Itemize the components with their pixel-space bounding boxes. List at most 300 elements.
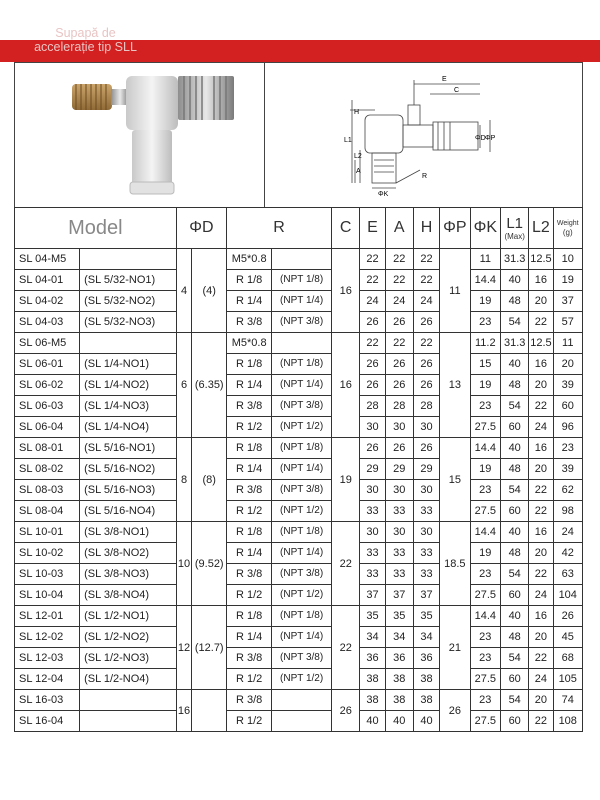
cell-a: 22: [385, 333, 413, 354]
cell-l1: 40: [501, 270, 529, 291]
cell-model: SL 06-03: [15, 396, 80, 417]
cell-d-alt: (8): [192, 438, 227, 522]
cell-p: 13: [440, 333, 470, 438]
cell-npt: (NPT 1/4): [272, 291, 332, 312]
header-k: ΦK: [470, 208, 500, 249]
cell-npt: (NPT 1/8): [272, 270, 332, 291]
cell-l1: 60: [501, 711, 529, 732]
cell-npt: (NPT 1/2): [272, 669, 332, 690]
cell-l2: 16: [529, 354, 553, 375]
cell-npt: (NPT 1/8): [272, 606, 332, 627]
cell-e: 22: [360, 333, 385, 354]
cell-k: 27.5: [470, 585, 500, 606]
cell-model: SL 12-04: [15, 669, 80, 690]
dim-label-a: A: [356, 168, 361, 175]
cell-a: 40: [385, 711, 413, 732]
cell-e: 33: [360, 501, 385, 522]
cell-k: 23: [470, 648, 500, 669]
cell-h: 29: [413, 459, 439, 480]
cell-r: R 3/8: [227, 396, 272, 417]
dim-label-l2: L2: [354, 153, 362, 160]
cell-l1: 48: [501, 627, 529, 648]
header-weight-label: Weight: [556, 219, 579, 227]
cell-e: 26: [360, 354, 385, 375]
table-row: [15, 564, 583, 585]
cell-h: 33: [413, 543, 439, 564]
cell-k: 27.5: [470, 501, 500, 522]
cell-npt: (NPT 1/4): [272, 543, 332, 564]
cell-model: SL 06-01: [15, 354, 80, 375]
cell-a: 29: [385, 459, 413, 480]
cell-model: SL 08-02: [15, 459, 80, 480]
cell-model-alt: (SL 5/32-NO2): [80, 291, 177, 312]
cell-r: R 1/2: [227, 711, 272, 732]
cell-r: R 1/2: [227, 669, 272, 690]
cell-model: SL 12-01: [15, 606, 80, 627]
cell-e: 26: [360, 375, 385, 396]
table-row: [15, 312, 583, 333]
cell-h: 26: [413, 375, 439, 396]
cell-l2: 22: [529, 564, 553, 585]
cell-k: 23: [470, 480, 500, 501]
cell-model: SL 04-M5: [15, 249, 80, 270]
cell-l1: 60: [501, 669, 529, 690]
cell-d-alt: (6.35): [192, 333, 227, 438]
cell-e: 36: [360, 648, 385, 669]
cell-k: 23: [470, 690, 500, 711]
header-l1: [501, 208, 529, 249]
cell-npt: (NPT 1/2): [272, 417, 332, 438]
cell-k: 15: [470, 354, 500, 375]
cell-e: 33: [360, 543, 385, 564]
cell-e: 30: [360, 417, 385, 438]
image-divider: [264, 62, 265, 208]
table-header-row: [15, 208, 583, 249]
cell-l2: 24: [529, 669, 553, 690]
cell-r: R 3/8: [227, 480, 272, 501]
cell-r: M5*0.8: [227, 249, 272, 270]
table-row: [15, 711, 583, 732]
dim-label-r: R: [422, 173, 428, 180]
cell-l1: 54: [501, 690, 529, 711]
cell-e: 22: [360, 249, 385, 270]
cell-c: 19: [332, 438, 360, 522]
cell-model-alt: (SL 1/2-NO4): [80, 669, 177, 690]
cell-k: 27.5: [470, 417, 500, 438]
table-row: [15, 690, 583, 711]
cell-a: 37: [385, 585, 413, 606]
cell-l1: 60: [501, 417, 529, 438]
cell-weight: 96: [553, 417, 583, 438]
cell-r: R 3/8: [227, 648, 272, 669]
cell-l1: 54: [501, 480, 529, 501]
cell-weight: 24: [553, 522, 583, 543]
cell-npt: (NPT 1/8): [272, 354, 332, 375]
cell-model: SL 04-01: [15, 270, 80, 291]
cell-r: R 1/4: [227, 543, 272, 564]
cell-e: 29: [360, 459, 385, 480]
cell-weight: 60: [553, 396, 583, 417]
cell-e: 24: [360, 291, 385, 312]
cell-npt: [272, 690, 332, 711]
cell-l1: 54: [501, 564, 529, 585]
spec-table: [14, 207, 583, 732]
cell-r: R 1/2: [227, 417, 272, 438]
cell-model-alt: (SL 3/8-NO4): [80, 585, 177, 606]
cell-npt: (NPT 3/8): [272, 564, 332, 585]
cell-k: 11: [470, 249, 500, 270]
cell-weight: 42: [553, 543, 583, 564]
cell-weight: 39: [553, 375, 583, 396]
cell-r: R 3/8: [227, 564, 272, 585]
cell-e: 34: [360, 627, 385, 648]
table-row: [15, 585, 583, 606]
cell-k: 14.4: [470, 438, 500, 459]
cell-r: R 1/8: [227, 354, 272, 375]
cell-a: 36: [385, 648, 413, 669]
cell-model-alt: (SL 3/8-NO1): [80, 522, 177, 543]
cell-k: 19: [470, 459, 500, 480]
header-c: C: [332, 208, 360, 249]
cell-e: 33: [360, 564, 385, 585]
cell-weight: 39: [553, 459, 583, 480]
cell-l2: 22: [529, 711, 553, 732]
cell-h: 26: [413, 354, 439, 375]
cell-l2: 22: [529, 312, 553, 333]
cell-model-alt: (SL 5/16-NO3): [80, 480, 177, 501]
dim-label-phik: ΦK: [378, 191, 389, 198]
table-row: [15, 375, 583, 396]
cell-h: 24: [413, 291, 439, 312]
cell-l2: 12.5: [529, 333, 553, 354]
cell-model-alt: (SL 1/2-NO2): [80, 627, 177, 648]
cell-model-alt: (SL 3/8-NO3): [80, 564, 177, 585]
cell-l1: 54: [501, 648, 529, 669]
cell-model: SL 16-04: [15, 711, 80, 732]
cell-l1: 40: [501, 438, 529, 459]
cell-model: SL 08-01: [15, 438, 80, 459]
cell-weight: 45: [553, 627, 583, 648]
cell-model: SL 06-04: [15, 417, 80, 438]
cell-model-alt: (SL 1/4-NO4): [80, 417, 177, 438]
header-l2: L2: [529, 208, 553, 249]
cell-d: 8: [176, 438, 192, 522]
cell-l1: 40: [501, 522, 529, 543]
cell-c: 16: [332, 249, 360, 333]
cell-a: 33: [385, 564, 413, 585]
cell-weight: 37: [553, 291, 583, 312]
cell-weight: 68: [553, 648, 583, 669]
table-row: [15, 249, 583, 270]
cell-l2: 20: [529, 627, 553, 648]
cell-e: 30: [360, 480, 385, 501]
cell-l1: 60: [501, 585, 529, 606]
spec-table-body: [15, 249, 583, 732]
dimension-drawing: [330, 70, 500, 200]
cell-r: R 3/8: [227, 690, 272, 711]
cell-npt: (NPT 3/8): [272, 648, 332, 669]
cell-model-alt: (SL 1/2-NO1): [80, 606, 177, 627]
cell-d-alt: [192, 690, 227, 732]
cell-model-alt: (SL 5/16-NO1): [80, 438, 177, 459]
header-h: H: [413, 208, 439, 249]
header-weight: [553, 208, 583, 249]
dim-label-h: H: [354, 109, 360, 116]
cell-weight: 74: [553, 690, 583, 711]
cell-h: 22: [413, 270, 439, 291]
table-row: [15, 291, 583, 312]
cell-l1: 40: [501, 354, 529, 375]
cell-k: 11.2: [470, 333, 500, 354]
cell-a: 38: [385, 669, 413, 690]
cell-l2: 16: [529, 606, 553, 627]
table-row: [15, 354, 583, 375]
cell-l1: 48: [501, 543, 529, 564]
cell-k: 23: [470, 312, 500, 333]
cell-npt: (NPT 1/4): [272, 627, 332, 648]
cell-model: SL 10-04: [15, 585, 80, 606]
cell-a: 30: [385, 522, 413, 543]
cell-model: SL 06-M5: [15, 333, 80, 354]
cell-r: R 1/8: [227, 438, 272, 459]
cell-k: 19: [470, 543, 500, 564]
table-row: [15, 396, 583, 417]
cell-h: 40: [413, 711, 439, 732]
cell-model-alt: (SL 1/4-NO2): [80, 375, 177, 396]
cell-d: 16: [176, 690, 192, 732]
cell-d-alt: (9.52): [192, 522, 227, 606]
cell-weight: 104: [553, 585, 583, 606]
cell-a: 26: [385, 375, 413, 396]
cell-c: 22: [332, 522, 360, 606]
cell-r: R 1/8: [227, 270, 272, 291]
cell-weight: 98: [553, 501, 583, 522]
cell-e: 28: [360, 396, 385, 417]
cell-l2: 22: [529, 501, 553, 522]
table-row: [15, 648, 583, 669]
header-a: A: [385, 208, 413, 249]
cell-r: R 1/2: [227, 585, 272, 606]
cell-model: SL 10-03: [15, 564, 80, 585]
cell-l2: 24: [529, 585, 553, 606]
cell-h: 26: [413, 312, 439, 333]
cell-weight: 26: [553, 606, 583, 627]
cell-l1: 54: [501, 312, 529, 333]
cell-model-alt: [80, 690, 177, 711]
cell-k: 19: [470, 291, 500, 312]
cell-npt: [272, 333, 332, 354]
cell-e: 38: [360, 690, 385, 711]
cell-r: R 1/8: [227, 522, 272, 543]
table-row: [15, 501, 583, 522]
cell-e: 22: [360, 270, 385, 291]
cell-weight: 62: [553, 480, 583, 501]
cell-p: 11: [440, 249, 470, 333]
cell-h: 37: [413, 585, 439, 606]
cell-h: 38: [413, 669, 439, 690]
cell-l1: 48: [501, 375, 529, 396]
cell-h: 38: [413, 690, 439, 711]
cell-e: 30: [360, 522, 385, 543]
cell-e: 35: [360, 606, 385, 627]
dim-label-e: E: [442, 76, 447, 83]
cell-h: 22: [413, 333, 439, 354]
cell-model: SL 10-01: [15, 522, 80, 543]
cell-model-alt: (SL 5/32-NO3): [80, 312, 177, 333]
cell-weight: 19: [553, 270, 583, 291]
cell-model-alt: [80, 333, 177, 354]
cell-p: 15: [440, 438, 470, 522]
cell-k: 23: [470, 564, 500, 585]
cell-l2: 20: [529, 690, 553, 711]
cell-h: 35: [413, 606, 439, 627]
cell-npt: (NPT 1/8): [272, 438, 332, 459]
header-r: R: [227, 208, 332, 249]
dim-label-phip: ΦP: [485, 135, 496, 142]
dim-label-phid: ΦD: [475, 135, 486, 142]
cell-a: 35: [385, 606, 413, 627]
cell-weight: 63: [553, 564, 583, 585]
cell-a: 38: [385, 690, 413, 711]
cell-npt: (NPT 1/4): [272, 459, 332, 480]
cell-l1: 40: [501, 606, 529, 627]
cell-p: 26: [440, 690, 470, 732]
cell-model-alt: (SL 5/16-NO2): [80, 459, 177, 480]
cell-p: 21: [440, 606, 470, 690]
cell-npt: (NPT 1/2): [272, 501, 332, 522]
cell-model-alt: [80, 711, 177, 732]
cell-k: 14.4: [470, 606, 500, 627]
watermark-logo-text: Supapă de accelerație tip SLL: [34, 26, 137, 54]
table-row: [15, 669, 583, 690]
cell-a: 28: [385, 396, 413, 417]
cell-k: 23: [470, 627, 500, 648]
cell-model-alt: (SL 3/8-NO2): [80, 543, 177, 564]
cell-npt: (NPT 1/4): [272, 375, 332, 396]
dim-label-c: C: [454, 87, 460, 94]
cell-weight: 105: [553, 669, 583, 690]
cell-e: 37: [360, 585, 385, 606]
cell-e: 40: [360, 711, 385, 732]
cell-weight: 23: [553, 438, 583, 459]
cell-d: 10: [176, 522, 192, 606]
cell-c: 22: [332, 606, 360, 690]
cell-model: SL 10-02: [15, 543, 80, 564]
header-model: Model: [15, 208, 177, 249]
cell-h: 34: [413, 627, 439, 648]
cell-l2: 20: [529, 459, 553, 480]
cell-l2: 16: [529, 270, 553, 291]
cell-r: R 1/2: [227, 501, 272, 522]
cell-a: 30: [385, 480, 413, 501]
cell-a: 33: [385, 501, 413, 522]
cell-a: 30: [385, 417, 413, 438]
cell-model-alt: (SL 5/32-NO1): [80, 270, 177, 291]
cell-r: R 1/4: [227, 291, 272, 312]
cell-r: R 3/8: [227, 312, 272, 333]
table-row: [15, 333, 583, 354]
cell-a: 34: [385, 627, 413, 648]
cell-k: 27.5: [470, 711, 500, 732]
table-row: [15, 438, 583, 459]
cell-a: 24: [385, 291, 413, 312]
cell-model-alt: (SL 1/4-NO3): [80, 396, 177, 417]
cell-r: M5*0.8: [227, 333, 272, 354]
cell-l1: 48: [501, 291, 529, 312]
cell-npt: (NPT 1/8): [272, 522, 332, 543]
cell-model: SL 12-02: [15, 627, 80, 648]
cell-h: 30: [413, 480, 439, 501]
cell-l2: 20: [529, 543, 553, 564]
cell-e: 38: [360, 669, 385, 690]
cell-l2: 22: [529, 480, 553, 501]
cell-l1: 60: [501, 501, 529, 522]
cell-npt: (NPT 3/8): [272, 312, 332, 333]
cell-l1: 48: [501, 459, 529, 480]
cell-a: 22: [385, 270, 413, 291]
header-p: ΦP: [440, 208, 470, 249]
cell-l2: 12.5: [529, 249, 553, 270]
cell-weight: 108: [553, 711, 583, 732]
cell-d: 4: [176, 249, 192, 333]
cell-model-alt: (SL 1/2-NO3): [80, 648, 177, 669]
header-d: ΦD: [176, 208, 226, 249]
cell-npt: [272, 249, 332, 270]
dim-label-l1: L1: [344, 137, 352, 144]
cell-d: 6: [176, 333, 192, 438]
cell-l2: 22: [529, 396, 553, 417]
cell-model-alt: [80, 249, 177, 270]
cell-weight: 57: [553, 312, 583, 333]
cell-k: 19: [470, 375, 500, 396]
cell-model: SL 06-02: [15, 375, 80, 396]
cell-l1: 54: [501, 396, 529, 417]
cell-h: 30: [413, 522, 439, 543]
cell-npt: [272, 711, 332, 732]
cell-weight: 20: [553, 354, 583, 375]
table-row: [15, 606, 583, 627]
cell-h: 30: [413, 417, 439, 438]
cell-c: 26: [332, 690, 360, 732]
cell-l2: 16: [529, 438, 553, 459]
cell-k: 14.4: [470, 522, 500, 543]
cell-model: SL 04-03: [15, 312, 80, 333]
cell-a: 26: [385, 438, 413, 459]
cell-d-alt: (4): [192, 249, 227, 333]
cell-h: 36: [413, 648, 439, 669]
header-l1-sub: (Max): [504, 231, 525, 241]
product-photo: [14, 62, 264, 208]
header-weight-sub: (g): [562, 227, 573, 237]
cell-k: 27.5: [470, 669, 500, 690]
cell-p: 18.5: [440, 522, 470, 606]
cell-d: 12: [176, 606, 192, 690]
table-row: [15, 480, 583, 501]
cell-r: R 1/8: [227, 606, 272, 627]
cell-r: R 1/4: [227, 459, 272, 480]
header-l1-label: L1: [506, 214, 524, 232]
cell-model: SL 08-04: [15, 501, 80, 522]
cell-a: 33: [385, 543, 413, 564]
cell-model-alt: (SL 1/4-NO1): [80, 354, 177, 375]
table-row: [15, 459, 583, 480]
cell-d-alt: (12.7): [192, 606, 227, 690]
cell-k: 14.4: [470, 270, 500, 291]
table-row: [15, 270, 583, 291]
cell-l2: 20: [529, 291, 553, 312]
cell-l2: 20: [529, 375, 553, 396]
cell-l2: 24: [529, 417, 553, 438]
